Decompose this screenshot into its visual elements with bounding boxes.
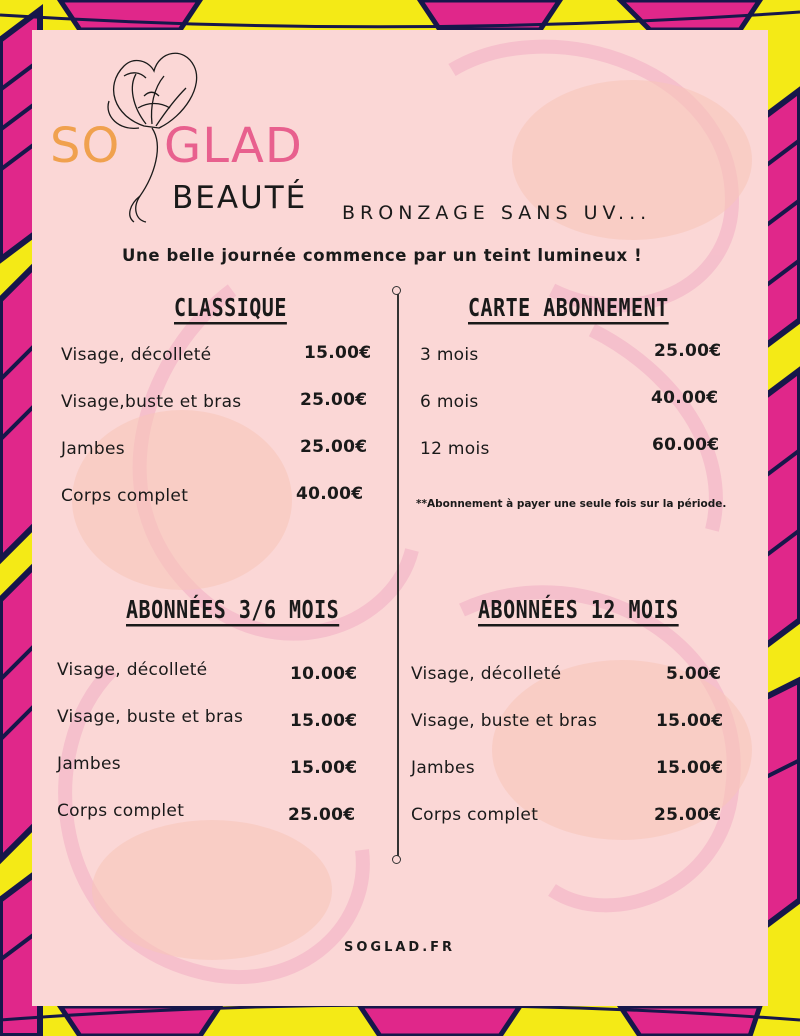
abonnees12-item-label: Corps complet [411,805,539,825]
classique-item-price: 25.00€ [300,437,368,457]
abonnees12-item-price: 5.00€ [666,664,722,684]
abonnees12-item-label: Visage, décolleté [411,664,562,684]
section-title-classique: CLASSIQUE [174,292,287,322]
carte-item-price: 60.00€ [652,435,720,455]
abonnees12-item-price: 15.00€ [656,711,724,731]
brand-beaute: BEAUTÉ [172,180,308,216]
classique-item-price: 40.00€ [296,484,364,504]
abonnees36-item-label: Corps complet [57,801,185,821]
section-title-carte-abonnement: CARTE ABONNEMENT [468,292,669,322]
headline: BRONZAGE SANS UV... [342,202,652,224]
classique-item-label: Visage,buste et bras [61,392,242,412]
classique-item-label: Visage, décolleté [61,345,212,365]
classique-item-price: 25.00€ [300,390,368,410]
carte-item-price: 25.00€ [654,341,722,361]
brand-glad: GLAD [164,118,303,174]
abonnees36-item-label: Visage, décolleté [57,660,208,680]
abonnees12-item-price: 25.00€ [654,805,722,825]
divider-top-dot [392,286,401,295]
abonnees12-item-price: 15.00€ [656,758,724,778]
section-title-abonnees-3-6: ABONNÉES 3/6 MOIS [126,594,340,624]
abonnees36-item-price: 25.00€ [288,805,356,825]
section-title-abonnees-12: ABONNÉES 12 MOIS [478,594,679,624]
carte-item-label: 3 mois [420,345,479,365]
website-link[interactable]: SOGLAD.FR [344,940,456,955]
abonnees36-item-label: Jambes [57,754,121,774]
carte-item-label: 6 mois [420,392,479,412]
abonnees36-item-price: 15.00€ [290,758,358,778]
brand-so: SO [50,118,121,174]
abonnees12-item-label: Visage, buste et bras [411,711,598,731]
classique-item-price: 15.00€ [304,343,372,363]
carte-item-label: 12 mois [420,439,490,459]
carte-item-price: 40.00€ [651,388,719,408]
subscription-note: **Abonnement à payer une seule fois sur la période. [416,498,727,510]
abonnees12-item-label: Jambes [411,758,475,778]
divider-bottom-dot [392,855,401,864]
tagline: Une belle journée commence par un teint lumineux ! [122,246,643,265]
abonnees36-item-price: 15.00€ [290,711,358,731]
column-divider [397,292,399,860]
classique-item-label: Corps complet [61,486,189,506]
abonnees36-item-label: Visage, buste et bras [57,707,244,727]
abonnees36-item-price: 10.00€ [290,664,358,684]
classique-item-label: Jambes [61,439,125,459]
